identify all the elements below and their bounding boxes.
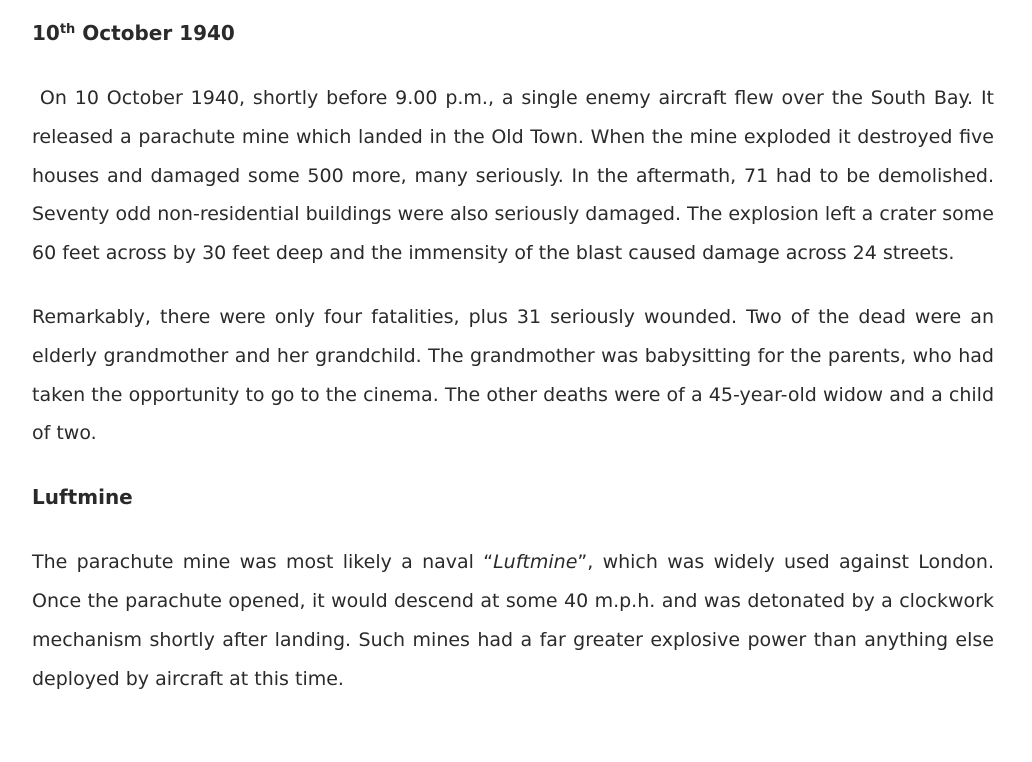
article — [32, 14, 1001, 698]
spacer — [32, 52, 994, 79]
spacer — [32, 273, 994, 298]
heading-day: 10 — [32, 21, 60, 45]
paragraph-raid-description: On 10 October 1940, shortly before 9.00 p.m., a single enemy aircraft flew over the South Bay. It released a parachute mine which landed in the Old Town. When the mine exploded it destroyed five houses and damaged some 500 more, many seriously. In the aftermath, 71 had to be demolished. Seventy odd non-residential buildings were also seriously damaged. The explosion left a crater some 60 feet across by 30 feet deep and the immensity of the blast caused damage across 24 streets. — [32, 87, 1001, 265]
luftmine-text-before: The parachute mine was most likely a naval “ — [32, 551, 494, 574]
heading-ordinal-suffix: th — [59, 22, 76, 38]
luftmine-text-after: ”, which was widely used against London. Once the parachute opened, it would descend at some 40 m.p.h. and was detonated by a clockwork mechanism shortly after landing. Such mines had a far greater explosive power than anything else deployed by aircraft at this time. — [32, 551, 994, 690]
luftmine-emphasis: Luftmine — [493, 551, 578, 574]
spacer — [32, 516, 994, 543]
heading-month-year: October 1940 — [82, 21, 235, 45]
paragraph-fatalities: Remarkably, there were only four fatalities, plus 31 seriously wounded. Two of the dead were an elderly grandmother and her grandchild. The grandmother was babysitting for the parents, who had taken the opportunity to go to the cinema. The other deaths were of a 45-year-old widow and a child of two. — [32, 305, 994, 445]
paragraph-luftmine — [32, 543, 994, 698]
spacer — [32, 453, 994, 478]
section-heading — [32, 14, 994, 52]
subheading-luftmine: Luftmine — [32, 485, 133, 510]
